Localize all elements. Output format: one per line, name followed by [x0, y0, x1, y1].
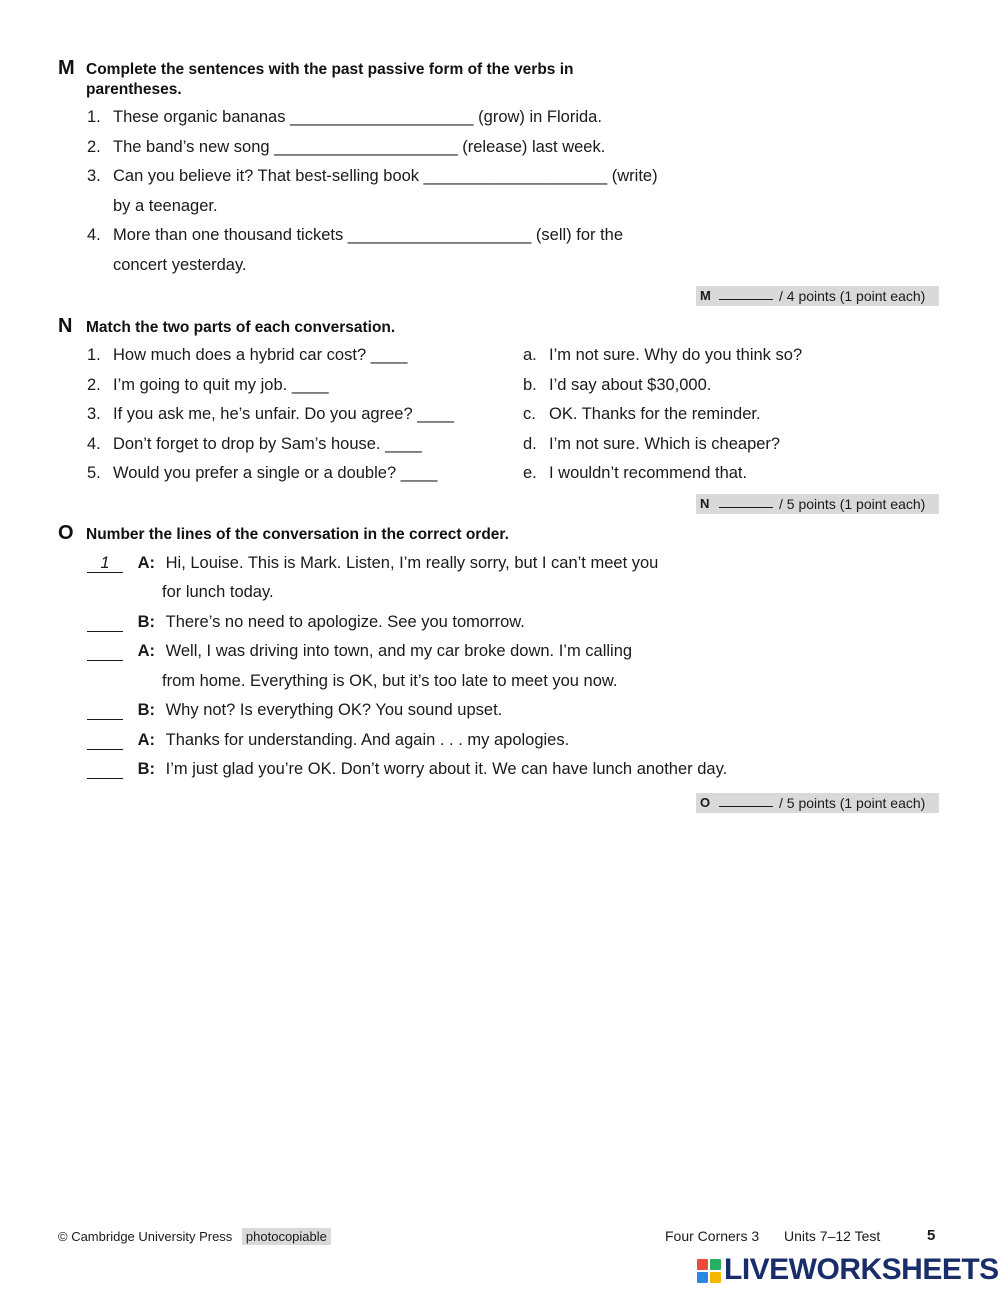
score-box-m: M / 4 points (1 point each) — [696, 286, 939, 306]
o-line-1-continued: for lunch today. — [162, 583, 274, 601]
score-box-n: N / 5 points (1 point each) — [696, 494, 939, 514]
n-right-item-b: b. I’d say about $30,000. — [523, 376, 712, 394]
o-line-6: B: I’m just glad you’re OK. Don’t worry about it. We can have lunch another day. — [87, 760, 727, 779]
m-item-2: 2. The band’s new song ____________________ (release) last week. — [87, 138, 606, 156]
logo-cell — [710, 1272, 721, 1283]
o-line-2: B: There’s no need to apologize. See you tomorrow. — [87, 613, 525, 632]
footer-test-title: Units 7–12 Test — [784, 1228, 881, 1244]
liveworksheets-wordmark: LIVEWORKSHEETS — [724, 1253, 999, 1286]
section-letter-o: O — [58, 522, 74, 544]
n-left-item-5: 5. Would you prefer a single or a double? ____ — [87, 464, 438, 482]
n-left-item-1: 1. How much does a hybrid car cost? ____ — [87, 346, 408, 364]
o-line-3-continued: from home. Everything is OK, but it’s too late to meet you now. — [162, 672, 618, 690]
n-right-item-c: c. OK. Thanks for the reminder. — [523, 405, 761, 423]
logo-cell — [710, 1259, 721, 1270]
n-left-item-4: 4. Don’t forget to drop by Sam’s house. ____ — [87, 435, 422, 453]
section-m-instruction-line2: parentheses. — [86, 81, 182, 98]
n-left-item-2: 2. I’m going to quit my job. ____ — [87, 376, 329, 394]
n-left-item-3: 3. If you ask me, he’s unfair. Do you agree? ____ — [87, 405, 454, 423]
answer-blank[interactable] — [87, 702, 123, 720]
n-right-item-e: e. I wouldn’t recommend that. — [523, 464, 748, 482]
section-o-instruction: Number the lines of the conversation in the correct order. — [86, 526, 509, 543]
m-item-1: 1. These organic bananas ____________________ (grow) in Florida. — [87, 108, 602, 126]
o-line-3: A: Well, I was driving into town, and my car broke down. I’m calling — [87, 642, 632, 661]
liveworksheets-logo-icon — [697, 1259, 721, 1283]
section-m-instruction-line1: Complete the sentences with the past passive form of the verbs in — [86, 61, 574, 78]
footer-book-title: Four Corners 3 — [665, 1228, 760, 1244]
answer-blank[interactable] — [87, 761, 123, 779]
n-right-item-a: a. I’m not sure. Why do you think so? — [523, 346, 803, 364]
n-right-item-d: d. I’m not sure. Which is cheaper? — [523, 435, 781, 453]
answer-blank[interactable] — [87, 732, 123, 750]
o-line-1: 1 A: Hi, Louise. This is Mark. Listen, I’m really sorry, but I can’t meet you — [87, 554, 658, 573]
m-item-3: 3. Can you believe it? That best-selling book ____________________ (write) — [87, 167, 658, 185]
section-letter-m: M — [58, 57, 75, 79]
answer-blank[interactable] — [87, 614, 123, 632]
score-box-o: O / 5 points (1 point each) — [696, 793, 939, 813]
page-number: 5 — [927, 1227, 936, 1244]
section-letter-n: N — [58, 315, 73, 337]
logo-cell — [697, 1259, 708, 1270]
logo-cell — [697, 1272, 708, 1283]
photocopiable-label: photocopiable — [242, 1228, 331, 1245]
m-item-4: 4. More than one thousand tickets ____________________ (sell) for the — [87, 226, 624, 244]
o-line-5: A: Thanks for understanding. And again . . . my apologies. — [87, 731, 569, 750]
m-item-3-continued: by a teenager. — [113, 197, 218, 215]
section-n-instruction: Match the two parts of each conversation. — [86, 319, 396, 336]
answer-blank-filled[interactable]: 1 — [87, 555, 123, 573]
answer-blank[interactable] — [87, 643, 123, 661]
footer-copyright: © Cambridge University Press photocopiable — [58, 1229, 331, 1244]
m-item-4-continued: concert yesterday. — [113, 256, 247, 274]
o-line-4: B: Why not? Is everything OK? You sound upset. — [87, 701, 502, 720]
